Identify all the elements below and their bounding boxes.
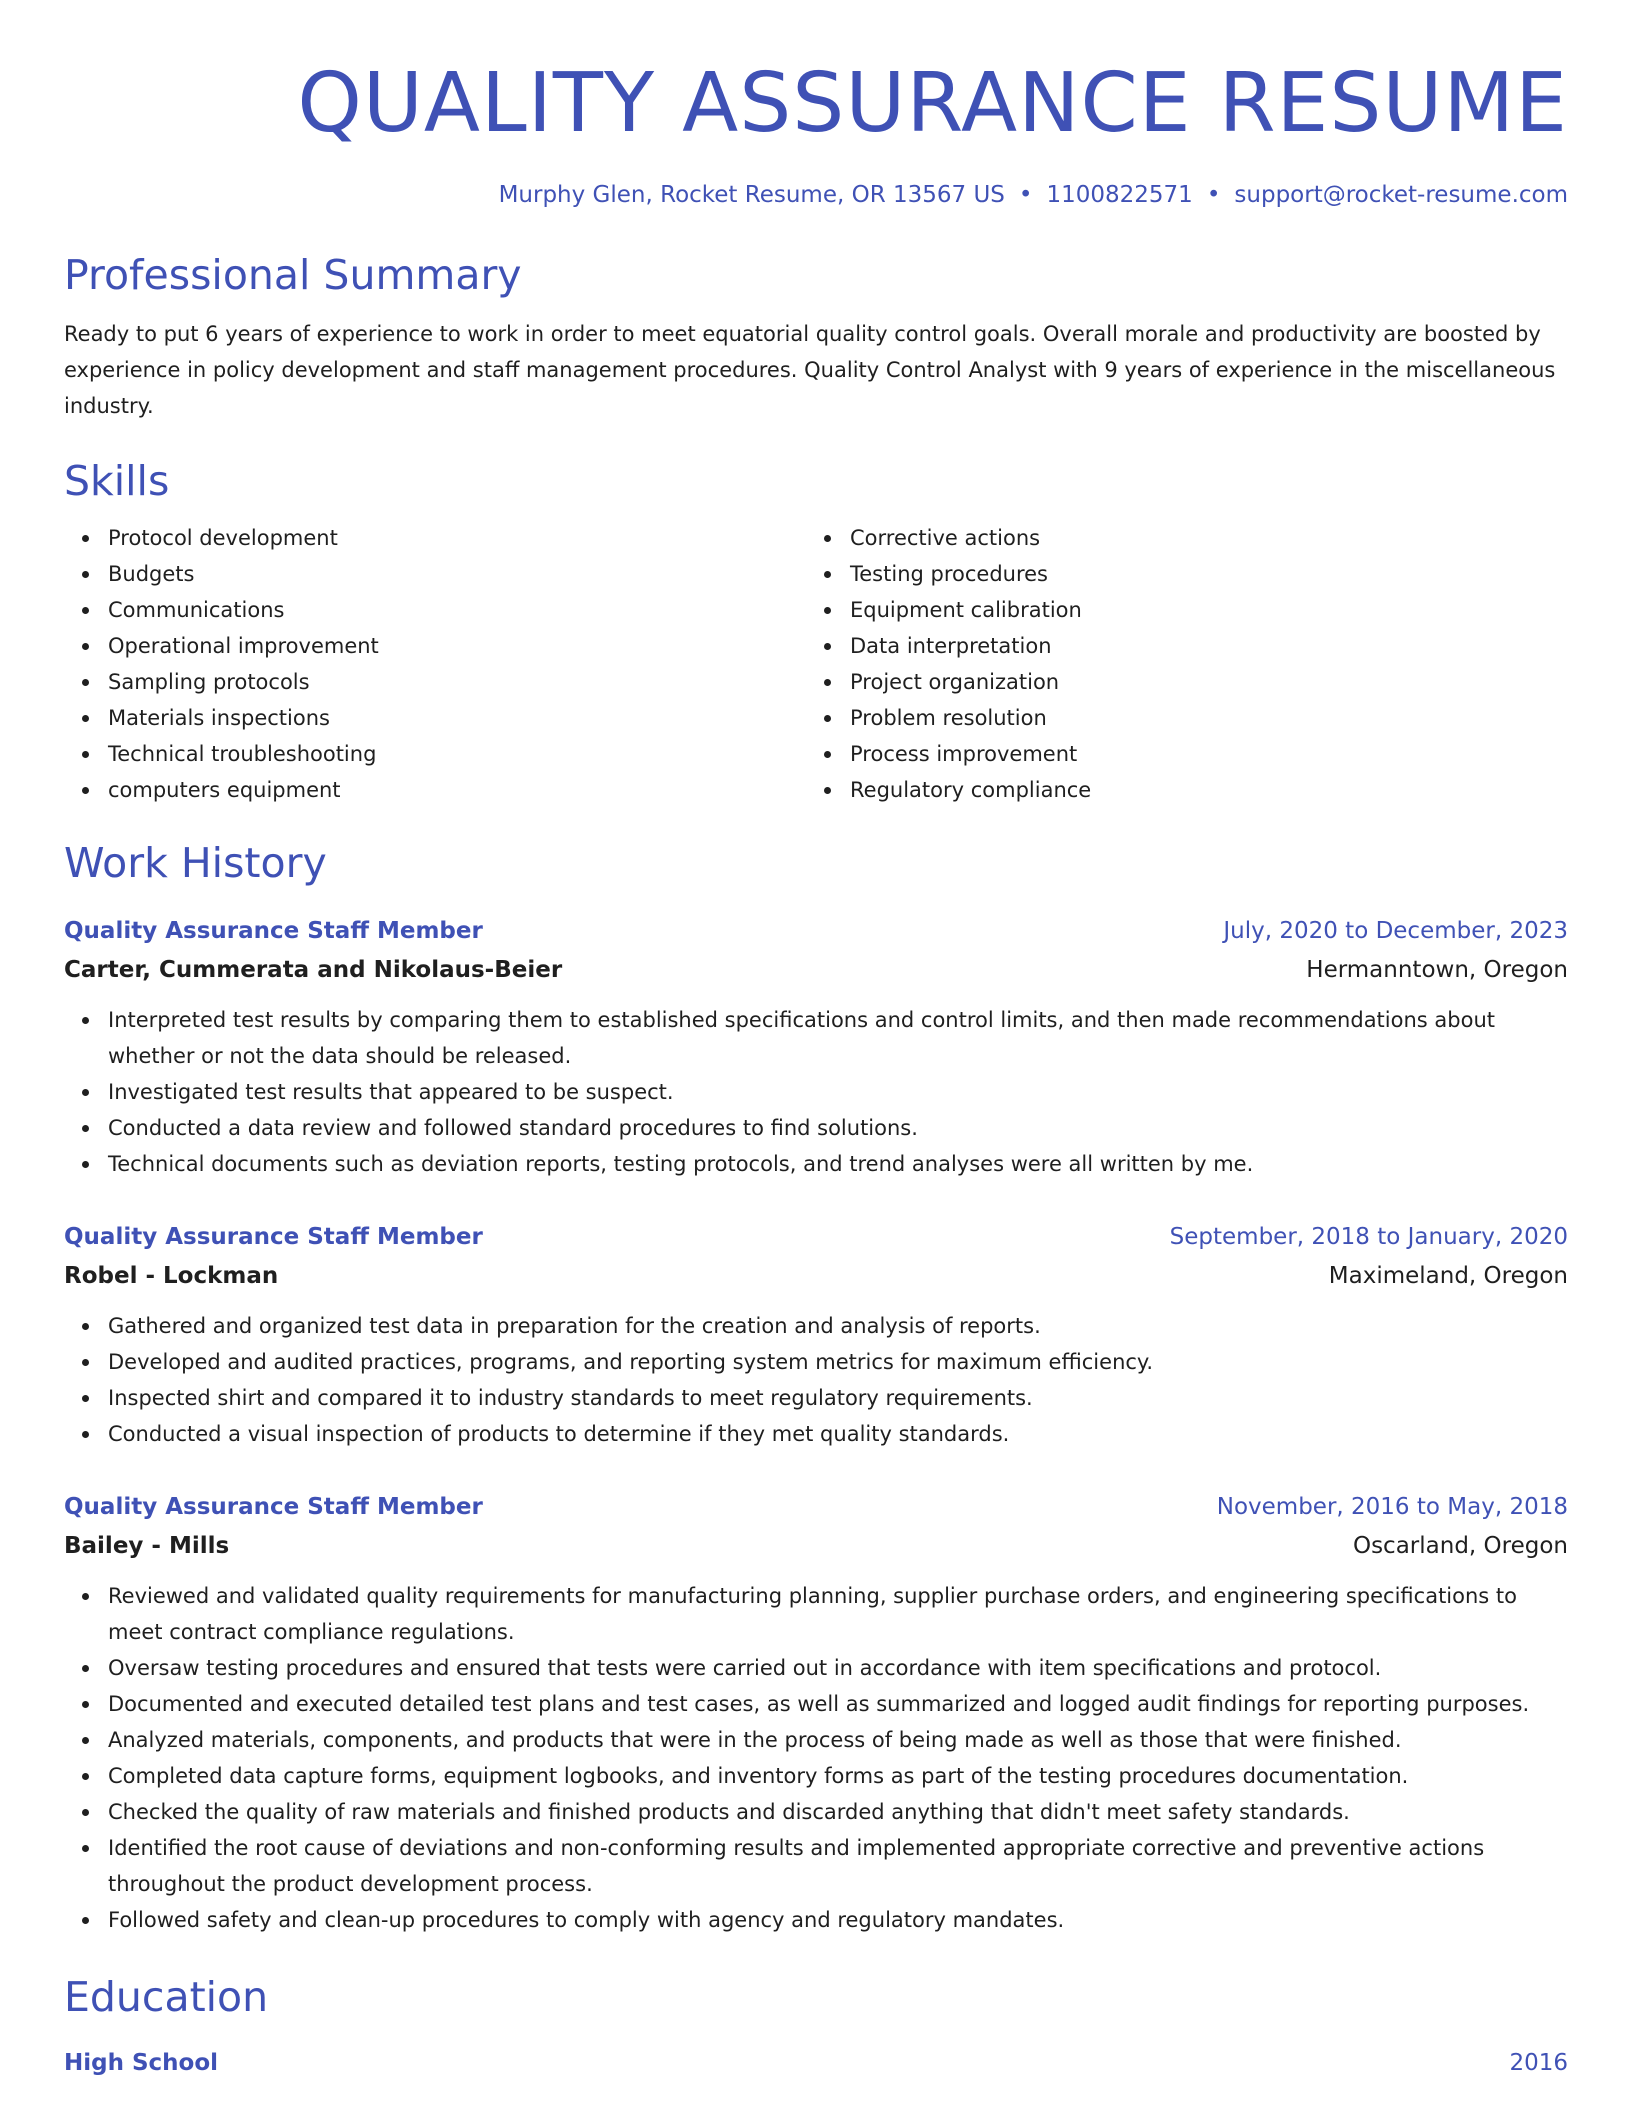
job-location: Hermanntown, Oregon xyxy=(1306,957,1568,983)
job-bullet: Checked the quality of raw materials and finished products and discarded anything that didn't meet safety standards. xyxy=(108,1794,1568,1830)
job-bullet: Gathered and organized test data in preparation for the creation and analysis of reports. xyxy=(108,1308,1568,1344)
skill-item: Protocol development xyxy=(108,520,806,556)
job-dates: September, 2018 to January, 2020 xyxy=(1169,1224,1568,1250)
job-bullet: Oversaw testing procedures and ensured that tests were carried out in accordance with item specifications and protocol. xyxy=(108,1650,1568,1686)
job-location: Maximeland, Oregon xyxy=(1328,1263,1568,1289)
job-bullet: Conducted a data review and followed standard procedures to find solutions. xyxy=(108,1110,1568,1146)
job-company-row xyxy=(64,1526,1568,1566)
skill-item: computers equipment xyxy=(108,772,806,808)
job-bullets xyxy=(64,1308,1568,1452)
skill-item: Process improvement xyxy=(850,736,1548,772)
job-dates: November, 2016 to May, 2018 xyxy=(1216,1494,1568,1520)
skill-item: Regulatory compliance xyxy=(850,772,1548,808)
contact-line xyxy=(64,180,1568,210)
job-company: Carter, Cummerata and Nikolaus-Beier xyxy=(64,957,563,983)
job-bullet: Conducted a visual inspection of products to determine if they met quality standards. xyxy=(108,1416,1568,1452)
job-header-row xyxy=(64,912,1568,950)
skill-item: Equipment calibration xyxy=(850,592,1548,628)
skill-item: Communications xyxy=(108,592,806,628)
job-company-row xyxy=(64,950,1568,990)
job-header-row xyxy=(64,1218,1568,1256)
job-bullet: Inspected shirt and compared it to industry standards to meet regulatory requirements. xyxy=(108,1380,1568,1416)
job-bullet: Analyzed materials, components, and products that were in the process of being made as well as those that were finished. xyxy=(108,1722,1568,1758)
skill-item: Project organization xyxy=(850,664,1548,700)
job-entry xyxy=(64,1488,1568,1938)
skill-item: Problem resolution xyxy=(850,700,1548,736)
job-location: Oscarland, Oregon xyxy=(1352,1533,1568,1559)
job-bullets xyxy=(64,1002,1568,1182)
job-bullet: Investigated test results that appeared to be suspect. xyxy=(108,1074,1568,1110)
job-entry xyxy=(64,912,1568,1182)
education-year: 2016 xyxy=(1509,2050,1568,2076)
job-bullet: Technical documents such as deviation reports, testing protocols, and trend analyses were all written by me. xyxy=(108,1146,1568,1182)
summary-heading: Professional Summary xyxy=(64,251,522,299)
job-bullets xyxy=(64,1578,1568,1938)
skills-heading: Skills xyxy=(64,457,170,505)
resume-title: QUALITY ASSURANCE RESUME xyxy=(297,56,1568,151)
skill-item: Operational improvement xyxy=(108,628,806,664)
job-bullet: Identified the root cause of deviations and non-conforming results and implemented appropriate corrective and preventive actions throughout the product development process. xyxy=(108,1830,1568,1902)
job-title: Quality Assurance Staff Member xyxy=(64,918,483,944)
contact-separator: • xyxy=(1018,182,1033,208)
contact-phone: 1100822571 xyxy=(1046,182,1193,208)
resume-page xyxy=(64,0,1568,2082)
work-history-heading: Work History xyxy=(64,839,327,887)
job-dates: July, 2020 to December, 2023 xyxy=(1223,918,1568,944)
education-heading: Education xyxy=(64,1973,269,2021)
skill-item: Corrective actions xyxy=(850,520,1548,556)
summary-text: Ready to put 6 years of experience to work in order to meet equatorial quality control goals. Overall morale and productivity are boosted by experience in policy development and staff management procedures. Quality Control Analyst with 9 years of experience in the miscellaneous industry. xyxy=(64,322,1556,418)
skills-grid xyxy=(64,520,1568,808)
education-degree: High School xyxy=(64,2050,219,2076)
skill-item: Budgets xyxy=(108,556,806,592)
job-bullet: Reviewed and validated quality requirements for manufacturing planning, supplier purchase orders, and engineering specifications to meet contract compliance regulations. xyxy=(108,1578,1568,1650)
contact-separator: • xyxy=(1206,182,1221,208)
job-title: Quality Assurance Staff Member xyxy=(64,1494,483,1520)
skill-item: Sampling protocols xyxy=(108,664,806,700)
job-bullet: Documented and executed detailed test plans and test cases, as well as summarized and logged audit findings for reporting purposes. xyxy=(108,1686,1568,1722)
skill-item: Testing procedures xyxy=(850,556,1548,592)
job-bullet: Completed data capture forms, equipment logbooks, and inventory forms as part of the testing procedures documentation. xyxy=(108,1758,1568,1794)
skill-item: Technical troubleshooting xyxy=(108,736,806,772)
job-bullet: Interpreted test results by comparing them to established specifications and control limits, and then made recommendations about whether or not the data should be released. xyxy=(108,1002,1568,1074)
job-bullet: Developed and audited practices, programs, and reporting system metrics for maximum efficiency. xyxy=(108,1344,1568,1380)
education-entry xyxy=(64,2044,1568,2082)
job-company: Robel - Lockman xyxy=(64,1263,279,1289)
contact-address: Murphy Glen, Rocket Resume, OR 13567 US xyxy=(498,182,1005,208)
skill-item: Data interpretation xyxy=(850,628,1548,664)
job-title: Quality Assurance Staff Member xyxy=(64,1224,483,1250)
job-company: Bailey - Mills xyxy=(64,1533,230,1559)
skills-column-right xyxy=(806,520,1548,808)
job-entry xyxy=(64,1218,1568,1452)
job-bullet: Followed safety and clean-up procedures to comply with agency and regulatory mandates. xyxy=(108,1902,1568,1938)
skills-column-left xyxy=(64,520,806,808)
job-header-row xyxy=(64,1488,1568,1526)
contact-email: support@rocket-resume.com xyxy=(1234,182,1568,208)
skill-item: Materials inspections xyxy=(108,700,806,736)
job-company-row xyxy=(64,1256,1568,1296)
